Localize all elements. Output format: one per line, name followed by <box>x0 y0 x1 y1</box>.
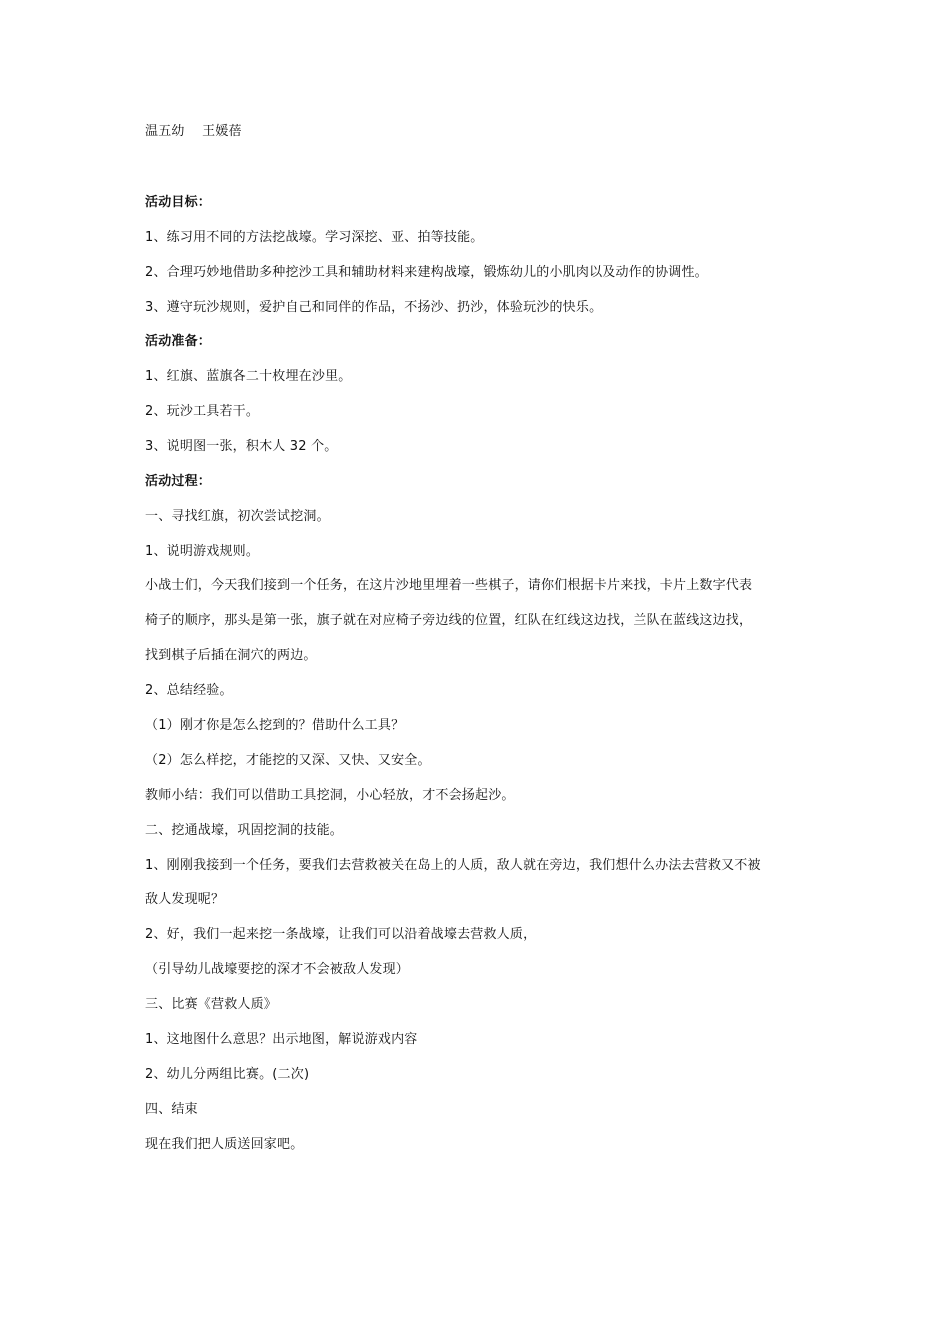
process-line: 2、幼儿分两组比赛。(二次) <box>145 1067 310 1082</box>
process-line: 四、结束 <box>145 1102 198 1117</box>
process-line: 1、说明游戏规则。 <box>145 544 260 559</box>
process-line: 2、好，我们一起来挖一条战壕，让我们可以沿着战壕去营救人质， <box>145 927 537 942</box>
preparation-item: 2、玩沙工具若干。 <box>145 404 260 419</box>
process-line: 敌人发现呢？ <box>145 892 225 907</box>
process-line: 找到棋子后插在洞穴的两边。 <box>145 648 317 663</box>
author-line: 温五幼 王媛蓓 <box>145 124 242 139</box>
preparation-item: 1、红旗、蓝旗各二十枚埋在沙里。 <box>145 369 352 384</box>
process-line: （2）怎么样挖，才能挖的又深、又快、又安全。 <box>145 753 431 768</box>
process-line: 1、这地图什么意思？出示地图，解说游戏内容 <box>145 1032 418 1047</box>
process-line: 椅子的顺序，那头是第一张，旗子就在对应椅子旁边线的位置，红队在红线这边找，兰队在蓝线这边找， <box>145 613 753 628</box>
process-line: 一、寻找红旗，初次尝试挖洞。 <box>145 509 330 524</box>
process-line: （引导幼儿战壕要挖的深才不会被敌人发现） <box>145 962 410 977</box>
preparation-item: 3、说明图一张，积木人 32 个。 <box>145 439 338 454</box>
goal-item: 1、练习用不同的方法挖战壕。学习深挖、亚、拍等技能。 <box>145 230 484 245</box>
process-line: 2、总结经验。 <box>145 683 233 698</box>
process-heading: 活动过程： <box>145 474 212 489</box>
process-line: 小战士们，今天我们接到一个任务，在这片沙地里埋着一些棋子，请你们根据卡片来找，卡片上数字代表 <box>145 578 753 593</box>
process-line: 教师小结：我们可以借助工具挖洞，小心轻放，才不会扬起沙。 <box>145 788 515 803</box>
process-line: （1）刚才你是怎么挖到的？借助什么工具？ <box>145 718 405 733</box>
goal-item: 3、遵守玩沙规则，爱护自己和同伴的作品，不扬沙、扔沙，体验玩沙的快乐。 <box>145 300 603 315</box>
process-line: 二、挖通战壕，巩固挖洞的技能。 <box>145 823 344 838</box>
process-line: 1、刚刚我接到一个任务，要我们去营救被关在岛上的人质，敌人就在旁边，我们想什么办法去营救又不被 <box>145 858 761 873</box>
goals-heading: 活动目标： <box>145 195 212 210</box>
process-line: 三、比赛《营救人质》 <box>145 997 278 1012</box>
process-line: 现在我们把人质送回家吧。 <box>145 1137 304 1152</box>
goal-item: 2、合理巧妙地借助多种挖沙工具和辅助材料来建构战壕，锻炼幼儿的小肌肉以及动作的协调性。 <box>145 265 708 280</box>
preparation-heading: 活动准备： <box>145 334 212 349</box>
